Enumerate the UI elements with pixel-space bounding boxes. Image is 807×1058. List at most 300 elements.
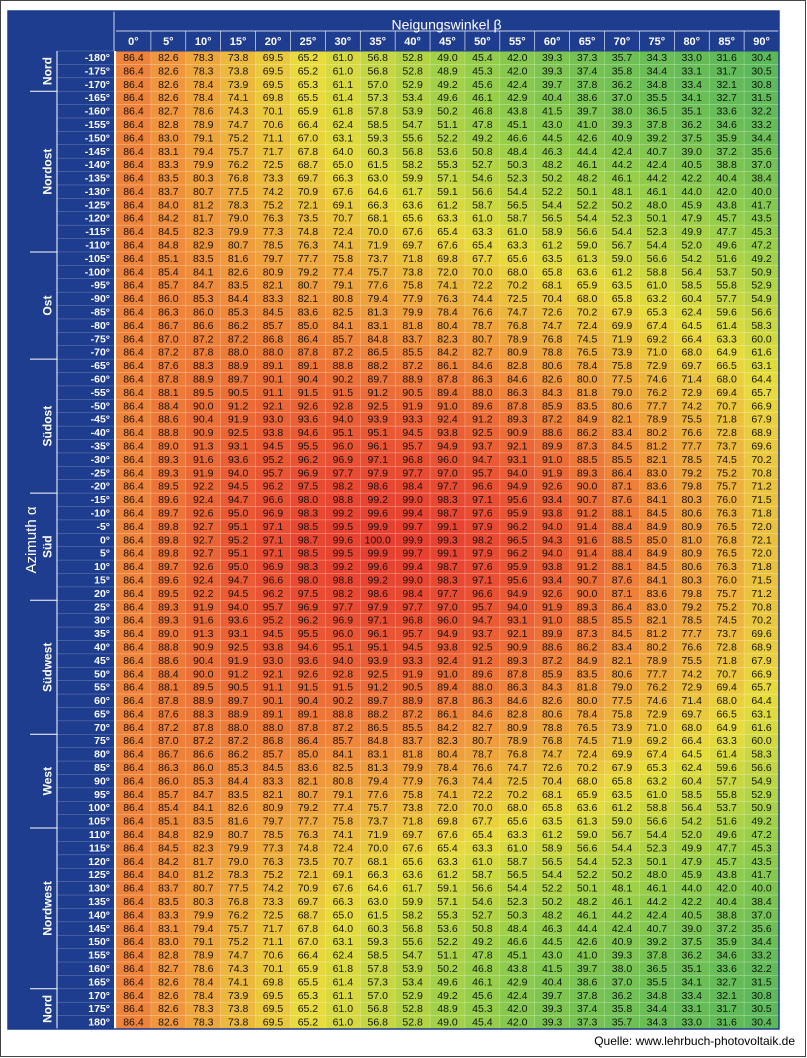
cell-value: 82.6 <box>158 78 179 91</box>
cell-value: 69.6 <box>751 628 772 641</box>
cell-value: 34.4 <box>646 65 668 78</box>
cell-value: 95.7 <box>402 628 423 641</box>
cell-value: 74.6 <box>646 695 668 708</box>
cell-value: 81.8 <box>402 748 423 761</box>
cell-value: 72.4 <box>576 319 598 332</box>
cell-value: 64.6 <box>367 185 388 198</box>
cell-value: 87.1 <box>611 587 633 600</box>
cell-value: 91.6 <box>193 614 214 627</box>
cell-value: 92.7 <box>193 520 214 533</box>
row-label: -130° <box>84 185 110 198</box>
cell-value: 76.6 <box>472 306 493 319</box>
row-label: -15° <box>90 494 110 507</box>
cell-value: 59.1 <box>437 185 458 198</box>
cell-value: 92.5 <box>367 400 388 413</box>
cell-value: 99.2 <box>332 507 354 520</box>
cell-value: 86.7 <box>158 319 179 332</box>
cell-value: 56.5 <box>541 855 563 868</box>
cell-value: 96.2 <box>297 614 319 627</box>
cell-value: 96.9 <box>297 601 319 614</box>
cell-value: 74.1 <box>227 976 249 989</box>
cell-value: 88.5 <box>576 614 598 627</box>
cell-value: 86.4 <box>123 226 144 239</box>
cell-value: 56.8 <box>367 1016 388 1029</box>
row-label: -50° <box>90 400 110 413</box>
cell-value: 95.1 <box>227 547 249 560</box>
cell-value: 95.2 <box>262 453 284 466</box>
cell-value: 46.3 <box>541 922 563 935</box>
cell-value: 42.0 <box>507 51 528 64</box>
cell-value: 98.5 <box>297 547 319 560</box>
cell-value: 52.2 <box>541 882 563 895</box>
cell-value: 39.0 <box>681 145 702 158</box>
cell-value: 44.4 <box>576 922 598 935</box>
cell-value: 45.6 <box>472 78 493 91</box>
cell-value: 96.1 <box>367 628 388 641</box>
cell-value: 76.8 <box>227 172 249 185</box>
cell-value: 76.5 <box>716 547 737 560</box>
row-label: 120° <box>88 855 110 868</box>
cell-value: 72.9 <box>681 386 702 399</box>
cell-value: 90.2 <box>332 373 354 386</box>
cell-value: 70.7 <box>332 855 354 868</box>
cell-value: 75.7 <box>227 922 249 935</box>
cell-value: 97.9 <box>367 467 388 480</box>
cell-value: 89.5 <box>193 386 214 399</box>
cell-value: 52.2 <box>437 936 458 949</box>
cell-value: 93.6 <box>297 654 319 667</box>
cell-value: 79.0 <box>611 386 633 399</box>
cell-value: 79.1 <box>332 788 354 801</box>
cell-value: 43.8 <box>716 199 737 212</box>
cell-value: 71.9 <box>367 239 388 252</box>
cell-value: 69.1 <box>332 199 354 212</box>
cell-value: 56.8 <box>402 922 423 935</box>
cell-value: 30.5 <box>751 1003 772 1016</box>
cell-value: 45.9 <box>681 869 702 882</box>
cell-value: 30.8 <box>751 989 772 1002</box>
cell-value: 85.7 <box>262 748 284 761</box>
cell-value: 52.2 <box>541 185 563 198</box>
cell-value: 88.0 <box>472 386 493 399</box>
cell-value: 92.1 <box>507 440 528 453</box>
cell-value: 92.6 <box>297 668 319 681</box>
cell-value: 82.1 <box>611 413 633 426</box>
cell-value: 69.7 <box>402 239 423 252</box>
cell-value: 56.6 <box>646 252 668 265</box>
cell-value: 92.5 <box>472 641 493 654</box>
cell-value: 79.9 <box>227 226 249 239</box>
cell-value: 54.4 <box>507 185 528 198</box>
cell-value: 66.4 <box>681 333 702 346</box>
cell-value: 84.8 <box>367 735 388 748</box>
cell-value: 76.3 <box>716 507 737 520</box>
cell-value: 41.5 <box>541 962 563 975</box>
cell-value: 57.0 <box>367 989 388 1002</box>
cell-value: 91.9 <box>227 654 249 667</box>
cell-value: 79.9 <box>402 762 423 775</box>
cell-value: 39.3 <box>541 1016 563 1029</box>
cell-value: 61.0 <box>332 65 354 78</box>
cell-value: 37.0 <box>751 909 772 922</box>
cell-value: 42.4 <box>646 909 668 922</box>
cell-value: 76.3 <box>437 775 458 788</box>
cell-value: 72.2 <box>472 279 493 292</box>
cell-value: 88.4 <box>611 547 633 560</box>
cell-value: 39.7 <box>541 78 563 91</box>
cell-value: 64.4 <box>751 373 772 386</box>
cell-value: 83.6 <box>297 306 319 319</box>
cell-value: 86.4 <box>123 360 144 373</box>
cell-value: 64.5 <box>681 319 702 332</box>
cell-value: 86.3 <box>472 695 493 708</box>
cell-value: 85.3 <box>227 762 249 775</box>
cell-value: 90.5 <box>227 681 249 694</box>
cell-value: 86.4 <box>123 815 144 828</box>
cell-value: 61.8 <box>332 105 354 118</box>
cell-value: 74.4 <box>472 775 493 788</box>
cell-value: 37.0 <box>751 159 772 172</box>
cell-value: 43.5 <box>751 212 772 225</box>
cell-value: 55.3 <box>437 909 458 922</box>
cell-value: 90.0 <box>576 480 598 493</box>
cell-value: 78.4 <box>576 708 598 721</box>
cell-value: 90.0 <box>193 400 214 413</box>
cell-value: 92.5 <box>367 668 388 681</box>
cell-value: 86.3 <box>472 373 493 386</box>
cell-value: 43.0 <box>541 118 563 131</box>
cell-value: 92.5 <box>227 427 249 440</box>
cell-value: 47.8 <box>472 949 493 962</box>
cell-value: 64.6 <box>367 882 388 895</box>
cell-value: 65.3 <box>646 762 668 775</box>
cell-value: 56.6 <box>472 185 493 198</box>
cell-value: 90.5 <box>402 386 423 399</box>
cell-value: 86.2 <box>227 319 249 332</box>
cell-value: 72.5 <box>507 775 528 788</box>
cell-value: 75.8 <box>402 788 423 801</box>
cell-value: 93.3 <box>402 413 423 426</box>
cell-value: 50.8 <box>472 145 493 158</box>
cell-value: 67.9 <box>751 654 772 667</box>
cell-value: 94.3 <box>541 534 563 547</box>
cell-value: 76.0 <box>716 574 737 587</box>
cell-value: 84.9 <box>646 520 668 533</box>
cell-value: 61.7 <box>402 882 423 895</box>
cell-value: 98.3 <box>297 561 319 574</box>
cell-value: 71.8 <box>402 252 423 265</box>
cell-value: 59.9 <box>402 172 423 185</box>
cell-value: 94.6 <box>297 427 319 440</box>
source-credit: Quelle: www.lehrbuch-photovoltaik.de <box>594 1034 795 1048</box>
cell-value: 97.1 <box>262 520 284 533</box>
cell-value: 45.9 <box>681 199 702 212</box>
cell-value: 80.6 <box>681 561 702 574</box>
cell-value: 49.6 <box>716 239 737 252</box>
cell-value: 49.6 <box>716 829 737 842</box>
cell-value: 76.8 <box>541 333 563 346</box>
cell-value: 50.1 <box>576 882 598 895</box>
cell-value: 86.4 <box>123 252 144 265</box>
cell-value: 63.1 <box>751 360 772 373</box>
cell-value: 45.6 <box>472 989 493 1002</box>
cell-value: 77.7 <box>681 628 702 641</box>
cell-value: 75.2 <box>227 936 249 949</box>
cell-value: 99.2 <box>367 494 388 507</box>
row-label: -75° <box>90 333 110 346</box>
cell-value: 90.0 <box>576 587 598 600</box>
cell-value: 85.0 <box>646 534 668 547</box>
cell-value: 74.7 <box>227 118 249 131</box>
cell-value: 61.2 <box>541 829 563 842</box>
cell-value: 63.3 <box>437 212 458 225</box>
cell-value: 84.9 <box>646 547 668 560</box>
cell-value: 54.4 <box>541 199 563 212</box>
cell-value: 89.7 <box>227 695 249 708</box>
cell-value: 73.5 <box>297 855 319 868</box>
cell-value: 39.7 <box>576 105 598 118</box>
cell-value: 37.3 <box>576 51 598 64</box>
cell-value: 90.9 <box>507 427 528 440</box>
cell-value: 67.6 <box>402 226 423 239</box>
cell-value: 98.5 <box>297 520 319 533</box>
cell-value: 99.4 <box>402 561 423 574</box>
cell-value: 37.8 <box>646 949 668 962</box>
cell-value: 37.0 <box>611 92 633 105</box>
cell-value: 84.4 <box>227 293 249 306</box>
cell-value: 55.8 <box>716 279 737 292</box>
col-header: 5° <box>163 35 174 48</box>
cell-value: 77.7 <box>297 252 319 265</box>
cell-value: 82.3 <box>437 735 458 748</box>
cell-value: 31.5 <box>751 976 772 989</box>
cell-value: 93.3 <box>402 654 423 667</box>
cell-value: 69.4 <box>716 681 737 694</box>
cell-value: 82.8 <box>158 118 179 131</box>
cell-value: 88.4 <box>611 520 633 533</box>
cell-value: 69.9 <box>611 319 633 332</box>
cell-value: 74.1 <box>332 239 354 252</box>
cell-value: 48.2 <box>576 172 598 185</box>
cell-value: 63.3 <box>472 842 493 855</box>
cell-value: 40.5 <box>681 159 702 172</box>
cell-value: 91.9 <box>193 601 214 614</box>
cell-value: 59.9 <box>402 896 423 909</box>
cell-value: 53.7 <box>716 802 737 815</box>
cell-value: 94.6 <box>297 641 319 654</box>
cell-value: 49.6 <box>437 976 458 989</box>
cell-value: 39.2 <box>646 132 668 145</box>
cell-value: 77.9 <box>402 775 423 788</box>
cell-value: 90.4 <box>193 654 214 667</box>
cell-value: 74.7 <box>507 762 528 775</box>
cell-value: 79.1 <box>332 279 354 292</box>
cell-value: 39.7 <box>541 989 563 1002</box>
cell-value: 98.3 <box>437 574 458 587</box>
cell-value: 99.5 <box>332 547 354 560</box>
cell-value: 74.8 <box>297 842 319 855</box>
cell-value: 41.0 <box>576 949 598 962</box>
cell-value: 49.9 <box>681 226 702 239</box>
cell-value: 39.3 <box>611 118 633 131</box>
cell-value: 99.9 <box>367 520 388 533</box>
group-label-nord: Nord <box>40 994 55 1023</box>
cell-value: 69.8 <box>262 92 284 105</box>
cell-value: 96.5 <box>507 534 528 547</box>
cell-value: 92.6 <box>193 561 214 574</box>
cell-value: 86.4 <box>123 293 144 306</box>
cell-value: 50.2 <box>437 962 458 975</box>
cell-value: 60.4 <box>681 293 702 306</box>
cell-value: 94.5 <box>262 628 284 641</box>
cell-value: 86.4 <box>123 989 144 1002</box>
cell-value: 96.2 <box>262 480 284 493</box>
group-label-südwest: Südwest <box>40 642 55 692</box>
cell-value: 37.2 <box>716 922 737 935</box>
cell-value: 48.0 <box>646 199 668 212</box>
cell-value: 74.7 <box>507 306 528 319</box>
cell-value: 56.6 <box>751 306 772 319</box>
cell-value: 78.4 <box>437 306 458 319</box>
cell-value: 74.5 <box>576 333 598 346</box>
cell-value: 72.2 <box>472 788 493 801</box>
cell-value: 61.0 <box>332 51 354 64</box>
cell-value: 74.1 <box>437 279 458 292</box>
cell-value: 54.2 <box>681 252 702 265</box>
cell-value: 49.6 <box>437 92 458 105</box>
row-label: -65° <box>90 360 110 373</box>
cell-value: 57.0 <box>367 78 388 91</box>
cell-value: 89.8 <box>158 520 179 533</box>
cell-value: 81.7 <box>193 855 214 868</box>
cell-value: 46.1 <box>576 909 598 922</box>
cell-value: 89.9 <box>541 628 563 641</box>
cell-value: 67.9 <box>611 306 633 319</box>
cell-value: 69.5 <box>262 1016 284 1029</box>
col-header: 20° <box>264 35 282 48</box>
cell-value: 97.0 <box>437 467 458 480</box>
cell-value: 71.4 <box>681 373 702 386</box>
cell-value: 73.8 <box>402 802 423 815</box>
cell-value: 78.9 <box>646 413 668 426</box>
cell-value: 90.5 <box>402 681 423 694</box>
cell-value: 65.4 <box>472 239 493 252</box>
cell-value: 80.3 <box>681 574 702 587</box>
cell-value: 79.8 <box>681 587 702 600</box>
row-label: 35° <box>94 628 110 641</box>
cell-value: 85.9 <box>541 668 563 681</box>
cell-value: 83.0 <box>158 936 179 949</box>
cell-value: 42.9 <box>507 976 528 989</box>
group-label-west: West <box>40 766 55 796</box>
cell-value: 80.7 <box>472 333 493 346</box>
cell-value: 83.0 <box>158 132 179 145</box>
cell-value: 89.1 <box>262 708 284 721</box>
cell-value: 67.9 <box>611 762 633 775</box>
cell-value: 74.6 <box>646 373 668 386</box>
cell-value: 92.7 <box>193 534 214 547</box>
cell-value: 65.8 <box>611 293 633 306</box>
cell-value: 70.1 <box>262 105 284 118</box>
cell-value: 97.1 <box>262 534 284 547</box>
cell-value: 71.7 <box>262 922 284 935</box>
cell-value: 78.3 <box>193 1003 214 1016</box>
cell-value: 96.0 <box>332 628 354 641</box>
row-label: 25° <box>94 601 110 614</box>
cell-value: 95.9 <box>507 507 528 520</box>
cell-value: 87.8 <box>507 400 528 413</box>
cell-value: 53.9 <box>402 105 423 118</box>
cell-value: 86.1 <box>437 708 458 721</box>
cell-value: 98.6 <box>367 587 388 600</box>
cell-value: 97.1 <box>472 574 493 587</box>
cell-value: 86.4 <box>123 279 144 292</box>
cell-value: 86.4 <box>123 333 144 346</box>
cell-value: 92.4 <box>193 494 214 507</box>
cell-value: 54.6 <box>472 172 493 185</box>
cell-value: 48.2 <box>576 896 598 909</box>
row-label: -100° <box>84 266 110 279</box>
row-label: -95° <box>90 279 110 292</box>
cell-value: 94.0 <box>227 467 249 480</box>
cell-value: 86.0 <box>158 775 179 788</box>
cell-value: 52.0 <box>681 829 702 842</box>
cell-value: 98.3 <box>437 494 458 507</box>
cell-value: 64.0 <box>332 145 354 158</box>
cell-value: 82.3 <box>193 226 214 239</box>
cell-value: 61.2 <box>541 239 563 252</box>
cell-value: 59.0 <box>576 239 598 252</box>
cell-value: 82.1 <box>646 614 668 627</box>
cell-value: 84.1 <box>193 266 214 279</box>
cell-value: 87.2 <box>158 346 179 359</box>
cell-value: 81.3 <box>367 306 388 319</box>
cell-value: 47.9 <box>681 212 702 225</box>
cell-value: 37.2 <box>716 145 737 158</box>
group-label-nord: Nord <box>40 57 55 86</box>
cell-value: 65.6 <box>507 252 528 265</box>
row-label: -25° <box>90 467 110 480</box>
cell-value: 58.5 <box>367 118 388 131</box>
cell-value: 46.1 <box>472 976 493 989</box>
row-label: 95° <box>94 788 110 801</box>
cell-value: 91.2 <box>576 507 598 520</box>
cell-value: 86.4 <box>611 467 633 480</box>
cell-value: 80.7 <box>227 829 249 842</box>
cell-value: 91.2 <box>472 654 493 667</box>
cell-value: 77.4 <box>332 802 354 815</box>
cell-value: 73.3 <box>262 172 284 185</box>
cell-value: 43.8 <box>507 962 528 975</box>
cell-value: 68.0 <box>716 695 737 708</box>
row-label: -20° <box>90 480 110 493</box>
cell-value: 38.0 <box>611 962 633 975</box>
row-label: 135° <box>88 896 110 909</box>
cell-value: 56.7 <box>611 239 633 252</box>
cell-value: 88.1 <box>158 386 179 399</box>
cell-value: 91.0 <box>541 614 563 627</box>
cell-value: 76.8 <box>716 534 737 547</box>
cell-value: 86.4 <box>123 909 144 922</box>
cell-value: 99.0 <box>402 494 423 507</box>
cell-value: 99.1 <box>437 547 458 560</box>
cell-value: 95.1 <box>227 520 249 533</box>
cell-value: 86.4 <box>123 869 144 882</box>
cell-value: 95.2 <box>227 534 249 547</box>
cell-value: 94.0 <box>507 467 528 480</box>
cell-value: 75.2 <box>716 467 737 480</box>
cell-value: 97.1 <box>262 547 284 560</box>
